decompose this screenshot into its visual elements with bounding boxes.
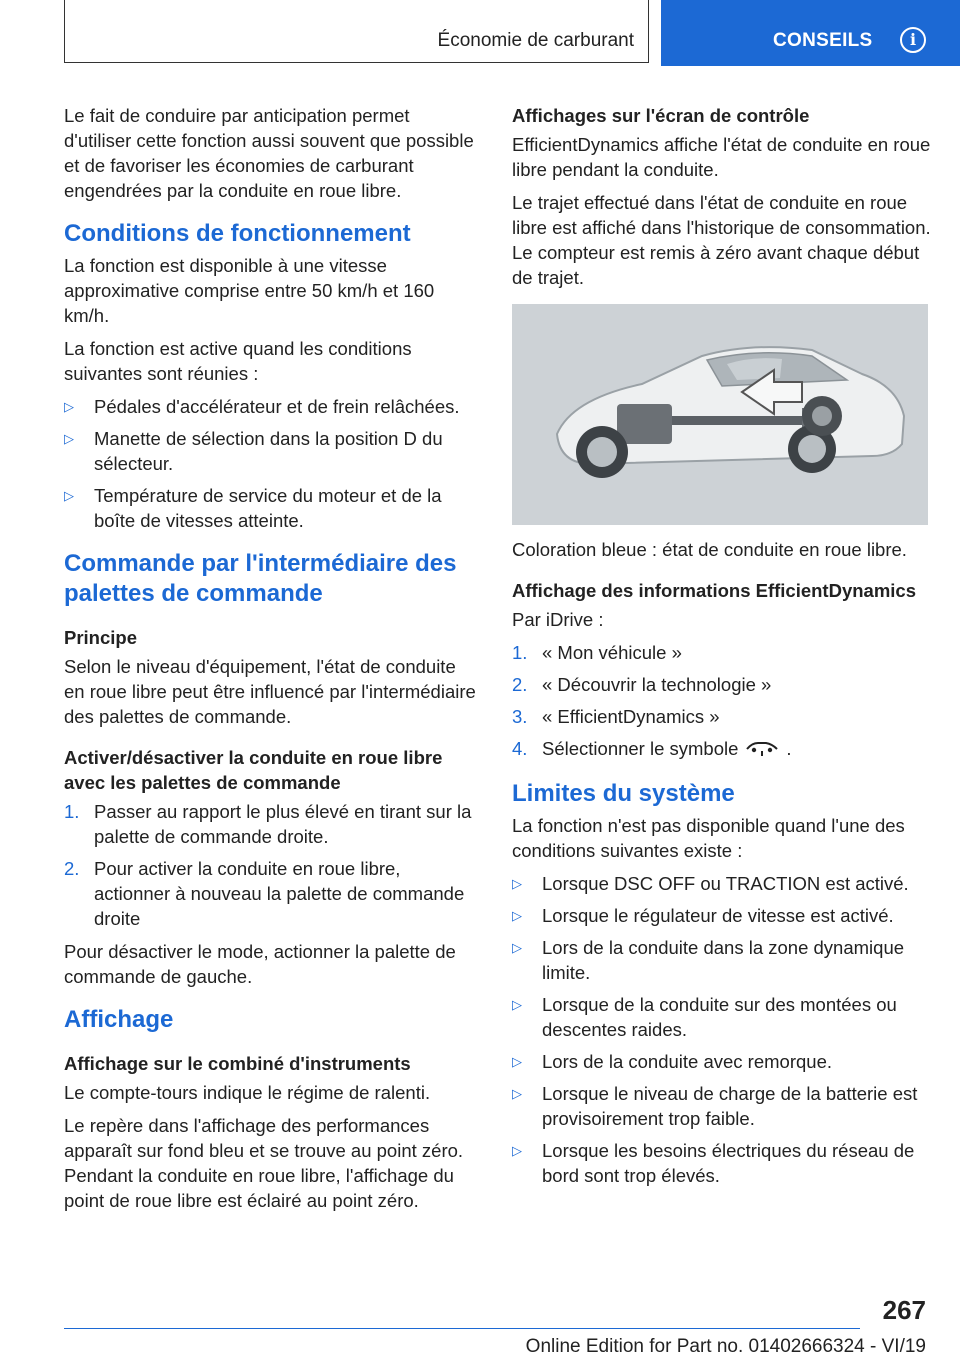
- list-item-text: Lorsque le niveau de charge de la batterie est provisoirement trop faible.: [542, 1082, 918, 1129]
- list-item: [64, 799, 480, 849]
- bullet-triangle-icon: ▷: [512, 875, 522, 891]
- bullet-triangle-icon: ▷: [512, 1142, 522, 1158]
- coasting-car-icon: [744, 738, 780, 763]
- activer-steps: [64, 799, 480, 931]
- paragraph: La fonction est active quand les conditions suivantes sont réunies :: [64, 338, 412, 384]
- paragraph: La fonction est disponible à une vitesse approximative comprise entre 50 km/h et 160 km/h.: [64, 255, 435, 326]
- heading-principe: Principe: [64, 627, 137, 648]
- list-item: [512, 1049, 932, 1074]
- step-text: Sélectionner le symbole: [542, 738, 739, 759]
- limites-list: [512, 871, 932, 1188]
- figure-caption: Coloration bleue : état de conduite en roue libre.: [512, 539, 907, 560]
- heading-infos: Affichage des informations EfficientDynamics: [512, 580, 917, 601]
- car-illustration: [512, 304, 928, 525]
- footer-divider: [64, 1328, 860, 1329]
- step-number: 2.: [64, 858, 80, 879]
- bullet-triangle-icon: ▷: [512, 996, 522, 1012]
- list-item: [512, 704, 932, 729]
- page-header: [0, 0, 960, 66]
- idrive-steps: [512, 640, 932, 763]
- heading-limites: Limites du système: [512, 779, 735, 807]
- bullet-triangle-icon: ▷: [64, 431, 74, 446]
- list-item: [64, 856, 480, 931]
- step-number: 4.: [512, 738, 528, 759]
- info-icon: i: [900, 27, 926, 53]
- heading-activer: Activer/désactiver la conduite en roue libre avec les palettes de commande: [64, 747, 443, 793]
- step-text: « Mon véhicule »: [542, 642, 682, 663]
- edition-text: Online Edition for Part no. 01402666324 - VI/19: [525, 1336, 926, 1357]
- bullet-triangle-icon: ▷: [512, 907, 522, 923]
- paragraph: Pour désactiver le mode, actionner la palette de commande de gauche.: [64, 941, 456, 987]
- heading-conditions: Conditions de fonctionnement: [64, 220, 411, 247]
- bullet-triangle-icon: ▷: [512, 1085, 522, 1101]
- list-item-text: Lors de la conduite avec remorque.: [542, 1050, 833, 1072]
- step-number: 1.: [64, 801, 80, 822]
- paragraph: La fonction n'est pas disponible quand l'une des conditions suivantes existe :: [512, 814, 905, 861]
- paragraph: Le compte-tours indique le régime de ralenti.: [64, 1082, 431, 1103]
- car-drivetrain-figure: [512, 304, 928, 525]
- tab-conseils[interactable]: [661, 0, 960, 66]
- step-text: Passer au rapport le plus élevé en tirant sur la palette de commande droite.: [94, 801, 472, 847]
- paragraph: EfficientDynamics affiche l'état de conduite en roue libre pendant la conduite.: [512, 134, 931, 180]
- list-item-text: Lors de la conduite dans la zone dynamique limite.: [542, 936, 905, 983]
- conditions-list: [64, 394, 480, 533]
- paragraph: Le repère dans l'affichage des performances apparaît sur fond bleu et se trouve au point zéro. Pendant la conduite en roue libre, l'affichage du point de roue libre est éclairé au point zéro.: [64, 1115, 464, 1211]
- list-item: [512, 640, 932, 665]
- list-item-text: Température de service du moteur et de la boîte de vitesses atteinte.: [94, 485, 442, 531]
- list-item: [64, 483, 480, 533]
- list-item-text: Lorsque le régulateur de vitesse est activé.: [542, 904, 894, 926]
- list-item: [512, 1138, 932, 1188]
- list-item-text: Lorsque les besoins électriques du réseau de bord sont trop élevés.: [542, 1139, 915, 1186]
- heading-combine: Affichage sur le combiné d'instruments: [64, 1053, 411, 1074]
- list-item: [64, 394, 480, 419]
- paragraph: Selon le niveau d'équipement, l'état de conduite en roue libre peut être influencé par l'intermédiaire des palettes de commande.: [64, 656, 476, 727]
- heading-commande: Commande par l'intermédiaire des palettes de commande: [64, 550, 457, 607]
- bullet-triangle-icon: ▷: [512, 939, 522, 955]
- list-item: [64, 426, 480, 476]
- list-item-text: Lorsque de la conduite sur des montées ou descentes raides.: [542, 993, 897, 1040]
- step-number: 1.: [512, 642, 528, 663]
- list-item-text: Lorsque DSC OFF ou TRACTION est activé.: [542, 872, 909, 894]
- step-text: « EfficientDynamics »: [542, 706, 720, 727]
- step-text: Pour activer la conduite en roue libre, actionner à nouveau la palette de commande droite: [94, 858, 465, 929]
- list-item-text: Manette de sélection dans la position D du sélecteur.: [94, 428, 443, 474]
- bullet-triangle-icon: ▷: [64, 399, 74, 414]
- section-title: Économie de carburant: [437, 30, 634, 51]
- list-item: [512, 992, 932, 1042]
- paragraph: Le trajet effectué dans l'état de conduite en roue libre est affiché dans l'historique de consommation. Le compteur est remis à zéro avant chaque début de trajet.: [512, 192, 931, 288]
- bullet-triangle-icon: ▷: [64, 488, 74, 503]
- list-item: [512, 903, 932, 928]
- heading-ecran: Affichages sur l'écran de contrôle: [512, 105, 810, 126]
- list-item: [512, 736, 932, 763]
- section-header-box: [64, 0, 649, 63]
- heading-affichage: Affichage: [64, 1006, 174, 1033]
- list-item: [512, 1081, 932, 1131]
- right-column: [512, 103, 932, 1196]
- list-item: [512, 871, 932, 896]
- left-column: [64, 103, 480, 1221]
- page-number: 267: [882, 1295, 926, 1325]
- list-item-text: Pédales d'accélérateur et de frein relâchées.: [94, 396, 460, 417]
- step-number: 2.: [512, 674, 528, 695]
- list-item: [512, 935, 932, 985]
- intro-paragraph: Le fait de conduire par anticipation permet d'utiliser cette fonction aussi souvent que possible et de favoriser les économies de carburant engendrées par la conduite en roue libre.: [64, 105, 474, 201]
- bullet-triangle-icon: ▷: [512, 1053, 522, 1069]
- step-end: .: [786, 738, 792, 759]
- paragraph: Par iDrive :: [512, 609, 604, 630]
- tab-conseils-label: CONSEILS: [773, 30, 873, 51]
- list-item: [512, 672, 932, 697]
- step-number: 3.: [512, 706, 528, 727]
- step-text: « Découvrir la technologie »: [542, 674, 772, 695]
